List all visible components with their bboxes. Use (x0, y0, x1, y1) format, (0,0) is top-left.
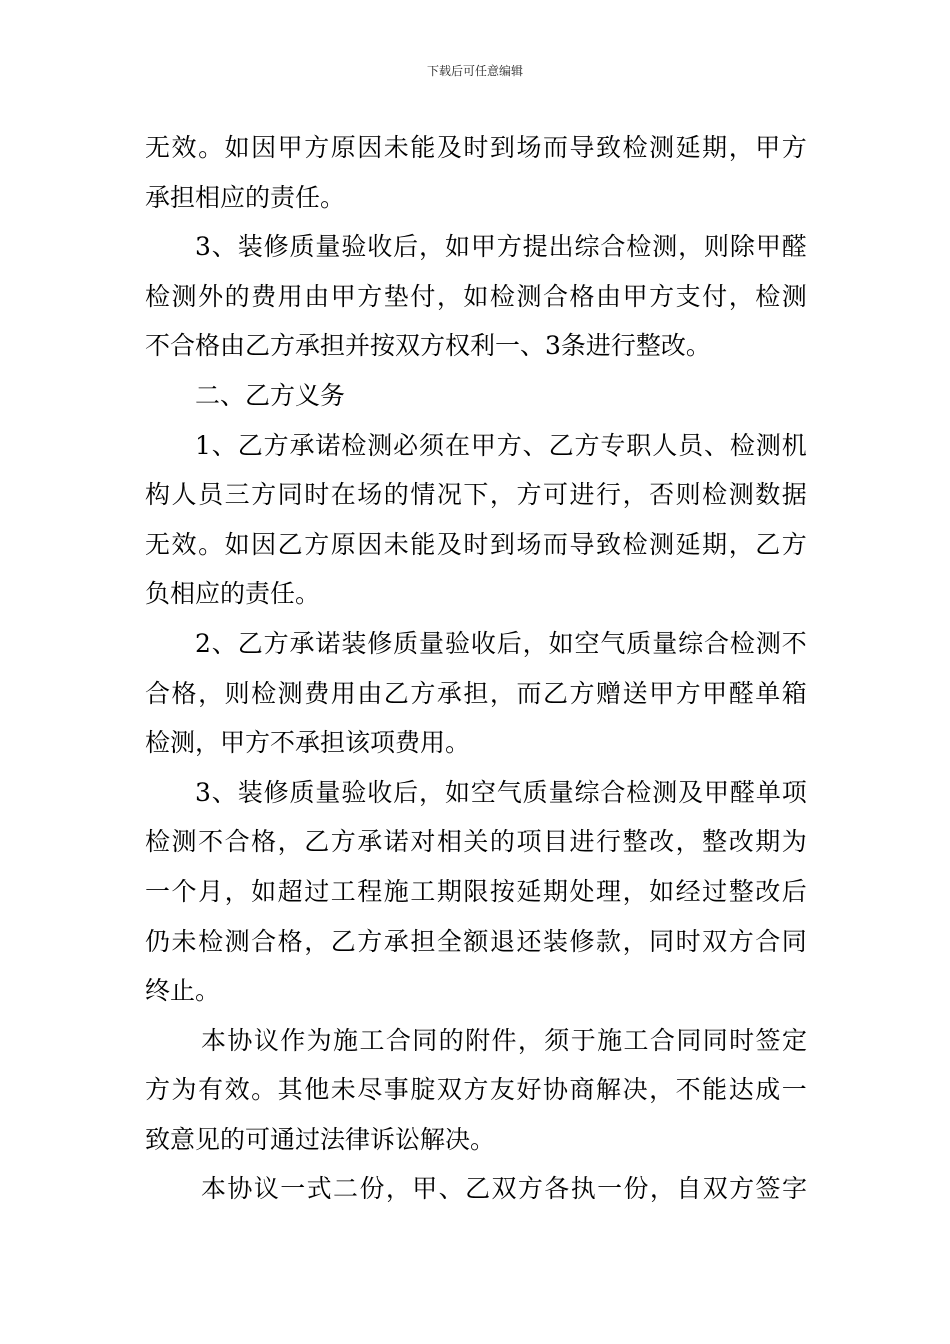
text-line: 终止。 (145, 976, 221, 1006)
page-header: 下载后可任意编辑 (426, 64, 523, 78)
text-line: 本 协 议 一 式 二 份 ， 甲 、 乙 双 方 各 执 一 份 ， 自 双 方 签 字 (201, 1174, 807, 1204)
text-line: 检 测 外 的 费 用 由 甲 方 垫 付 ， 如 检 测 合 格 由 甲 方 支 付 ， 检 测 (145, 281, 807, 311)
text-line: 构 人 员 三 方 同 时 在 场 的 情 况 下 ， 方 可 进 行 ， 否 则 检 测 数 据 (145, 480, 807, 510)
text-line: 3 、 装 修 质 量 验 收 后 ， 如 甲 方 提 出 综 合 检 测 ， 则 除 甲 醛 (195, 232, 807, 262)
text-line: 合 格 ， 则 检 测 费 用 由 乙 方 承 担 ， 而 乙 方 赠 送 甲 方 甲 醛 单 箱 (145, 678, 807, 708)
text-line: 仍 未 检 测 合 格 ， 乙 方 承 担 全 额 退 还 装 修 款 ， 同 时 双 方 合 同 (145, 926, 807, 956)
text-line: 2 、 乙 方 承 诺 装 修 质 量 验 收 后 ， 如 空 气 质 量 综 合 检 测 不 (195, 628, 807, 658)
text-line: 1 、 乙 方 承 诺 检 测 必 须 在 甲 方 、 乙 方 专 职 人 员 、 检 测 机 (195, 430, 807, 460)
text-line: 本 协 议 作 为 施 工 合 同 的 附 件 ， 须 于 施 工 合 同 同 时 签 定 (201, 1025, 807, 1055)
text-line: 检测，甲方不承担该项费用。 (145, 728, 471, 758)
text-line: 不合格由乙方承担并按双方权利一、3条进行整改。 (145, 331, 711, 361)
text-line: 负相应的责任。 (145, 579, 321, 609)
text-line: 检 测 不 合 格 ， 乙 方 承 诺 对 相 关 的 项 目 进 行 整 改 ， 整 改 期 为 (145, 827, 807, 857)
text-line: 二、乙方义务 (195, 380, 346, 410)
text-line: 方 为 有 效 。 其 他 未 尽 事 腚 双 方 友 好 协 商 解 决 ， 不 能 达 成 一 (145, 1075, 807, 1105)
text-line: 3 、 装 修 质 量 验 收 后 ， 如 空 气 质 量 综 合 检 测 及 甲 醛 单 项 (195, 777, 807, 807)
text-line: 一 个 月 ， 如 超 过 工 程 施 工 期 限 按 延 期 处 理 ， 如 经 过 整 改 后 (145, 876, 807, 906)
text-line: 无 效 。 如 因 甲 方 原 因 未 能 及 时 到 场 而 导 致 检 测 延 期 ， 甲 方 (145, 133, 807, 162)
text-line: 承担相应的责任。 (145, 182, 346, 212)
document-body (145, 123, 807, 1214)
text-line: 致意见的可通过法律诉讼解决。 (145, 1124, 496, 1154)
text-line: 无 效 。 如 因 乙 方 原 因 未 能 及 时 到 场 而 导 致 检 测 延 期 ， 乙 方 (145, 529, 807, 559)
